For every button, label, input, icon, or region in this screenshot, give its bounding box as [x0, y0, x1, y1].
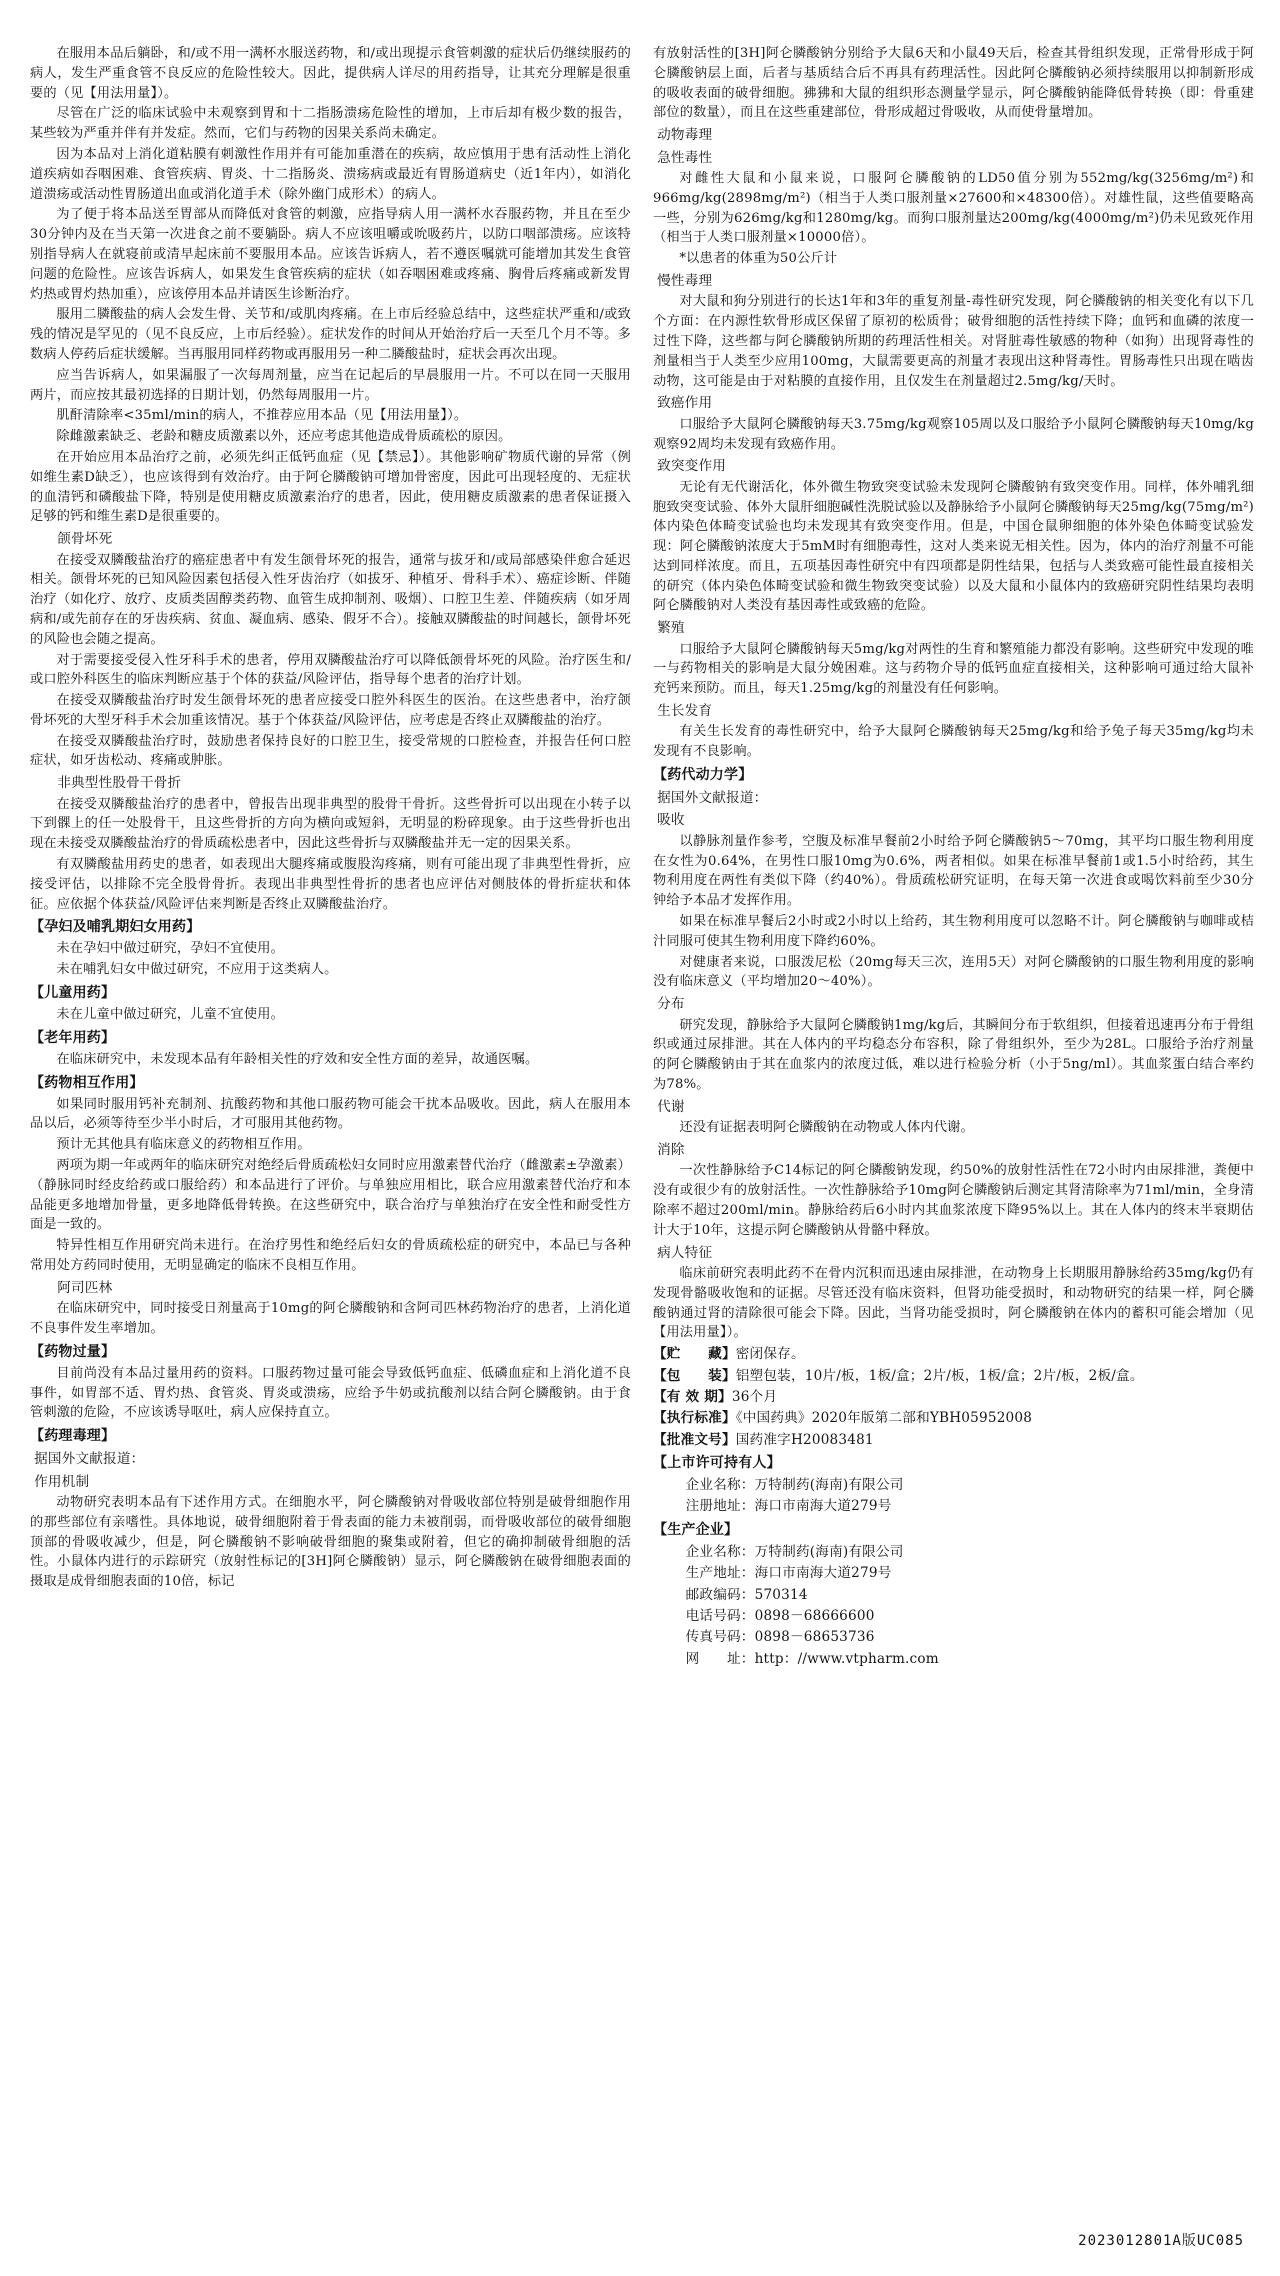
paragraph: 应当告诉病人，如果漏服了一次每周剂量，应当在记起后的早晨服用一片。不可以在同一天服用两片，而应按其最初选择的日期计划，仍然每周服用一片。: [30, 367, 631, 403]
heading-pharmacokinetics: 【药代动力学】: [653, 767, 753, 784]
field-label: 【批准文号】: [653, 1431, 736, 1448]
subheading-development: 生长发育: [657, 703, 713, 720]
paragraph: 在接受双膦酸盐治疗时，鼓励患者保持良好的口腔卫生，接受常规的口腔检查，并报告任何口腔症状，如牙齿松动、疼痛或肿胀。: [30, 733, 631, 769]
right-column: [653, 44, 1254, 2244]
field-label: 电话号码：: [685, 1608, 755, 1625]
subheading-metabolism: 代谢: [657, 1098, 685, 1115]
field-label: 传真号码：: [685, 1629, 755, 1646]
field-standard: [653, 1408, 1254, 1428]
heading-overdose: 【药物过量】: [30, 1343, 116, 1360]
paragraph: 预计无其他具有临床意义的药物相互作用。: [56, 1137, 311, 1153]
paragraph: 无论有无代谢活化，体外微生物致突变试验未发现阿仑膦酸钠有致突变作用。同样，体外哺乳细胞致突变试验、体外大鼠肝细胞碱性洗脱试验以及静脉给予小鼠阿仑膦酸钠每天25mg/kg(75mg/m²)体内染色体畸变试验也均未发现其有致突变作用。但是，中国仓鼠卵细胞的体外染色体畸变试验发现：阿仑膦酸钠浓度大于5mM时有细胞毒性，这对人类来说无相关性。因为，体内的治疗剂量不可能达到同样浓度。而且，五项基因毒性研究中有四项都是阴性结果，包括与人类致癌可能性最直接相关的研究（体内染色体畸变试验和微生物致突变试验）以及大鼠和小鼠体内的致癌研究阴性结果均表明阿仑膦酸钠对人类没有基因毒性或致癌的危险。: [653, 479, 1254, 614]
subheading-animal-toxicology: 动物毒理: [657, 127, 713, 144]
left-column: [30, 44, 631, 2244]
field-storage: [653, 1344, 1254, 1364]
holder-address: [686, 1496, 1254, 1516]
heading-pharmacology: 【药理毒理】: [30, 1428, 116, 1445]
subheading-aspirin: 阿司匹林: [57, 1279, 113, 1296]
paragraph: 在服用本品后躺卧，和/或不用一满杯水服送药物，和/或出现提示食管刺激的症状后仍继续服药的病人，发生严重食管不良反应的危险性较大。因此，提供病人详尽的用药指导，让其充分理解是很重要的（见【用法用量】）。: [30, 46, 631, 101]
field-expiry: [653, 1387, 1254, 1407]
maker-name: [686, 1542, 1254, 1562]
footnote: *以患者的体重为50公斤计: [679, 251, 838, 267]
subheading-absorption: 吸收: [657, 812, 685, 829]
paragraph: 服用二膦酸盐的病人会发生骨、关节和/或肌肉疼痛。在上市后经验总结中，这些症状严重和/或致残的情况是罕见的（见不良反应，上市后经验）。症状发作的时间从开始治疗后一天至几个月不等。多数病人停药后症状缓解。当再服用同样药物或再服用另一种二膦酸盐时，症状会再次出现。: [30, 307, 631, 362]
subheading-mutagenicity: 致突变作用: [657, 458, 727, 475]
paragraph: 一次性静脉给予C14标记的阿仑膦酸钠发现，约50%的放射性活性在72小时内由尿排泄，粪便中没有或很少有的放射活性。一次性静脉给予10mg阿仑膦酸钠后测定其肾清除率为71ml/min，全身清除率不超过200ml/min。静脉给药后6小时内其血浆浓度下降95%以上。其在人体内的终末半衰期估计大于10年，这提示阿仑膦酸钠从骨骼中释放。: [653, 1163, 1254, 1238]
field-package: [653, 1366, 1254, 1386]
maker-postcode: [686, 1585, 1254, 1605]
paragraph: 口服给予大鼠阿仑膦酸钠每天3.75mg/kg观察105周以及口服给予小鼠阿仑膦酸钠每天10mg/kg观察92周均未发现有致癌作用。: [653, 416, 1254, 452]
field-value: 《中国药典》2020年版第二部和YBH05952008: [735, 1410, 1033, 1427]
field-value: 万特制药(海南)有限公司: [754, 1543, 904, 1560]
field-value: 铝塑包装，10片/板，1板/盒；2片/板，1板/盒；2片/板，2板/盒。: [735, 1367, 1144, 1384]
field-value: 0898－68653736: [754, 1629, 875, 1646]
field-label: 网 址：: [685, 1650, 755, 1667]
paragraph: 动物研究表明本品有下述作用方式。在细胞水平，阿仑膦酸钠对骨吸收部位特别是破骨细胞作用的那些部位有亲嗜性。具体地说，破骨细胞附着于骨表面的能力未被削弱，而骨吸收部位的破骨细胞顶部的骨吸收减少，但是，阿仑膦酸钠不影响破骨细胞的聚集或附着，但它的确抑制破骨细胞的活性。小鼠体内进行的示踪研究（放射性标记的[3H]阿仑膦酸钠）显示，阿仑膦酸钠在破骨细胞表面的摄取是成骨细胞表面的10倍，标记: [30, 1494, 631, 1590]
paragraph: 如果在标准早餐后2小时或2小时以上给药，其生物利用度可以忽略不计。阿仑膦酸钠与咖啡或桔汁同服可使其生物利用度下降约60%。: [653, 914, 1254, 949]
version-code: 2023012801A版UC085: [1078, 2233, 1244, 2249]
paragraph: 目前尚没有本品过量用药的资料。口服药物过量可能会导致低钙血症、低磷血症和上消化道不良事件，如胃部不适、胃灼热、食管炎、胃炎或溃疡，应给予牛奶或抗酸剂以结合阿仑膦酸钠。由于食管刺激的危险，不应该诱导呕吐，病人应保持直立。: [30, 1365, 631, 1421]
field-label: 生产地址：: [685, 1565, 755, 1582]
field-value: 国药准字H20083481: [735, 1431, 874, 1448]
paragraph: 口服给予大鼠阿仑膦酸钠每天5mg/kg对两性的生育和繁殖能力都没有影响。这些研究中发现的唯一与药物相关的影响是大鼠分娩困难。这与药物介导的低钙血症直接相关，这种影响可通过给大鼠补充钙来预防。而且，每天1.25mg/kg的剂量没有任何影响。: [653, 641, 1254, 697]
paragraph: 对于需要接受侵入性牙科手术的患者，停用双膦酸盐治疗可以降低颌骨坏死的风险。治疗医生和/或口腔外科医生的临床判断应基于个体的获益/风险评估，指导每个患者的治疗计划。: [30, 652, 631, 688]
holder-name: [686, 1475, 1254, 1495]
paragraph: 肌酐清除率<35ml/min的病人，不推荐应用本品（见【用法用量】）。: [56, 408, 468, 424]
field-approval: [653, 1430, 1254, 1450]
paragraph: 在开始应用本品治疗之前，必须先纠正低钙血症（见【禁忌】）。其他影响矿物质代谢的异常（例如维生素D缺乏），也应该得到有效治疗。由于阿仑膦酸钠可增加骨密度，因此可出现轻度的、无症状的血清钙和磷酸盐下降，特别是使用糖皮质激素治疗的患者，因此，使用糖皮质激素的患者保证摄入足够的钙和维生素D是很重要的。: [30, 449, 631, 525]
paragraph: 对雌性大鼠和小鼠来说，口服阿仑膦酸钠的LD50值分别为552mg/kg(3256mg/m²)和966mg/kg(2898mg/m²)（相当于人类口服剂量×27600和×48300倍）。对雄性鼠，这些值要略高一些，分别为626mg/kg和1280mg/kg。而狗口服剂量达200mg/kg(4000mg/m²)仍未见致死作用（相当于人类口服剂量×10000倍）。: [653, 170, 1254, 246]
paragraph: 为了便于将本品送至胃部从而降低对食管的刺激，应指导病人用一满杯水吞服药物，并且在至少30分钟内及在当天第一次进食之前不要躺卧。病人不应该咀嚼或吮吸药片，以防口咽部溃疡。应该特别指导病人在就寝前或清早起床前不要服用本品。应该告诉病人，若不遵医嘱就可能增加其发生食管问题的危险性。应该告诉病人，如果发生食管疾病的症状（如吞咽困难或疼痛、胸骨后疼痛或新发胃灼热或胃灼热加重），应该停用本品并请医生诊断治疗。: [30, 207, 631, 302]
paragraph: 对健康者来说，口服泼尼松（20mg每天三次，连用5天）对阿仑膦酸钠的口服生物利用度的影响没有临床意义（平均增加20～40%）。: [653, 954, 1254, 990]
paragraph: 在临床研究中，未发现本品有年龄相关性的疗效和安全性方面的差异，故通医嘱。: [56, 1051, 539, 1067]
field-value: 密闭保存。: [735, 1346, 805, 1363]
paragraph: 有关生长发育的毒性研究中，给予大鼠阿仑膦酸钠每天25mg/kg和给予兔子每天35mg/kg均未发现有不良影响。: [653, 724, 1254, 760]
field-label: 【包 装】: [653, 1367, 736, 1384]
subheading-mechanism: 作用机制: [34, 1473, 90, 1490]
field-value: 36个月: [731, 1388, 778, 1405]
paragraph: 对大鼠和狗分别进行的长达1年和3年的重复剂量-毒性研究发现，阿仑膦酸钠的相关变化有以下几个方面：在内源性软骨形成区保留了原初的松质骨；破骨细胞的活性持续下降；血钙和血磷的浓度一过性下降，这些都与阿仑膦酸钠所期的药理活性相关。对肾脏毒性敏感的物种（如狗）出现肾毒性的剂量相当于人类至少应用100mg，大鼠需要更高的剂量才表现出这种肾毒性。胃肠毒性只出现在啮齿动物，这可能是由于对粘膜的直接作用，且仅发生在剂量超过2.5mg/kg/天时。: [653, 294, 1254, 389]
heading-manufacturer: 【生产企业】: [653, 1521, 739, 1538]
heading-pediatric: 【儿童用药】: [30, 985, 116, 1002]
heading-license-holder: 【上市许可持有人】: [653, 1455, 781, 1472]
field-label: 注册地址：: [685, 1498, 755, 1515]
heading-interactions: 【药物相互作用】: [30, 1074, 144, 1091]
subheading-carcinogenicity: 致癌作用: [657, 395, 713, 412]
paragraph: 在临床研究中，同时接受日剂量高于10mg的阿仑膦酸钠和含阿司匹林药物治疗的患者，上消化道不良事件发生率增加。: [30, 1301, 631, 1336]
paragraph: 两项为期一年或两年的临床研究对绝经后骨质疏松妇女同时应用激素替代治疗（雌激素±孕激素）（静脉同时经皮给药或口服给药）和本品进行了评价。与单独应用相比，联合应用激素替代治疗和本品能更多地增加骨量，更多地降低骨转换。在这些研究中，联合治疗与单独治疗在安全性和耐受性方面是一致的。: [30, 1158, 631, 1233]
field-value: 海口市南海大道279号: [754, 1498, 892, 1515]
source-note: 据国外文献报道：: [657, 790, 768, 807]
field-label: 【执行标准】: [653, 1410, 736, 1427]
subheading-reproduction: 繁殖: [657, 620, 685, 637]
field-label: 【有 效 期】: [653, 1388, 732, 1405]
subheading-distribution: 分布: [657, 996, 685, 1013]
paragraph: 尽管在广泛的临床试验中未观察到胃和十二指肠溃疡危险性的增加，上市后却有极少数的报告，某些较为严重并伴有并发症。然而，它们与药物的因果关系尚未确定。: [30, 106, 631, 142]
heading-geriatric: 【老年用药】: [30, 1029, 116, 1046]
field-label: 邮政编码：: [685, 1586, 755, 1603]
paragraph: 还没有证据表明阿仑膦酸钠在动物或人体内代谢。: [679, 1120, 974, 1136]
subheading-chronic-toxicity: 慢性毒理: [657, 272, 713, 289]
paragraph: 未在哺乳妇女中做过研究，不应用于这类病人。: [56, 962, 338, 978]
subheading-acute-toxicity: 急性毒性: [657, 149, 713, 166]
heading-pregnancy: 【孕妇及哺乳期妇女用药】: [30, 919, 201, 936]
subheading-elimination: 消除: [657, 1141, 685, 1158]
field-value: 万特制药(海南)有限公司: [754, 1477, 904, 1494]
paragraph: 以静脉剂量作参考，空腹及标准早餐前2小时给予阿仑膦酸钠5～70mg，其平均口服生物利用度在女性为0.64%，在男性口服10mg为0.6%，两者相似。如果在标准早餐前1或1.5小时给药，其生物利用度在两性有类似下降（约40%）。骨质疏松研究证明，在每天第一次进食或喝饮料前至少30分钟给予本品才发挥作用。: [653, 833, 1254, 909]
paragraph: 有放射活性的[3H]阿仑膦酸钠分别给予大鼠6天和小鼠49天后，检查其骨组织发现，正常骨形成于阿仑膦酸钠层上面，后者与基质结合后不再具有药理活性。因此阿仑膦酸钠必须持续服用以抑制新形成的吸收表面的破骨细胞。狒狒和大鼠的组织形态测量学显示，阿仑膦酸钠能降低骨转换（即：骨重建部位的数量），而且在这些重建部位，骨形成超过骨吸收，从而使骨量增加。: [653, 46, 1254, 121]
field-value: 海口市南海大道279号: [754, 1565, 892, 1582]
paragraph: 在接受双膦酸盐治疗的患者中，曾报告出现非典型的股骨干骨折。这些骨折可以出现在小转子以下到髁上的任一处股骨干，且这些骨折的方向为横向或短斜，无明显的粉碎现象。由于这些骨折也出现在未接受双膦酸盐治疗的骨质疏松患者中，因此这些骨折与双膦酸盐并无一定的因果关系。: [30, 796, 631, 852]
field-label: 企业名称：: [685, 1543, 755, 1560]
paragraph: 如果同时服用钙补充制剂、抗酸药物和其他口服药物可能会干扰本品吸收。因此，病人在服用本品以后，必须等待至少半小时后，才可服用其他药物。: [30, 1096, 631, 1132]
paragraph: 未在儿童中做过研究，儿童不宜使用。: [56, 1007, 284, 1023]
maker-fax: [686, 1627, 1254, 1647]
paragraph: 研究发现，静脉给予大鼠阿仑膦酸钠1mg/kg后，其瞬间分布于软组织，但接着迅速再分布于骨组织或通过尿排泄。其在人体内的平均稳态分布容积，除了骨组织外，至少为28L。口服给予治疗剂量的阿仑膦酸钠由于其在血浆内的浓度过低，难以进行检验分析（小于5ng/ml）。其血浆蛋白结合率约为78%。: [653, 1017, 1254, 1092]
field-label: 企业名称：: [685, 1477, 755, 1494]
paragraph: 在接受双膦酸盐治疗的癌症患者中有发生颌骨坏死的报告，通常与拔牙和/或局部感染伴愈合延迟相关。颌骨坏死的已知风险因素包括侵入性牙齿治疗（如拔牙、种植牙、骨科手术）、癌症诊断、伴随治疗（如化疗、放疗、皮质类固醇类药物、血管生成抑制剂、吸烟）、口腔卫生差、伴随疾病（如牙周病和/或先前存在的牙齿疾病、贫血、凝血病、感染、假牙不合）。接触双膦酸盐的时间越长，颌骨坏死的风险也会随之提高。: [30, 552, 631, 647]
paragraph: 除雌激素缺乏、老龄和糖皮质激素以外，还应考虑其他造成骨质疏松的原因。: [56, 429, 512, 445]
field-value: http：//www.vtpharm.com: [754, 1650, 939, 1667]
paragraph: 临床前研究表明此药不在骨内沉积而迅速由尿排泄，在动物身上长期服用静脉给药35mg/kg仍有发现骨骼吸收饱和的证据。尽管还没有临床资料，但肾功能受损时，和动物研究的结果一样，阿仑膦酸钠通过肾的清除很可能会下降。因此，当肾功能受损时，阿仑膦酸钠在体内的蓄积可能会增加（见【用法用量】）。: [653, 1265, 1254, 1341]
subheading-special-populations: 病人特征: [657, 1244, 713, 1261]
paragraph: 未在孕妇中做过研究，孕妇不宜使用。: [56, 941, 284, 957]
source-note: 据国外文献报道：: [34, 1451, 145, 1468]
subheading-jaw-necrosis: 颌骨坏死: [57, 531, 113, 548]
subheading-atypical-fracture: 非典型性股骨干骨折: [57, 775, 182, 792]
paragraph: 因为本品对上消化道粘膜有刺激性作用并有可能加重潜在的疾病，故应慎用于患有活动性上消化道疾病如吞咽困难、食管疾病、胃炎、十二指肠炎、溃疡病或最近有胃肠道病史（近1年内），如消化道溃疡或活动性胃肠道出血或消化道手术（除外幽门成形术）的病人。: [30, 146, 631, 202]
field-value: 0898－68666600: [754, 1608, 875, 1625]
maker-website: [686, 1649, 1254, 1669]
maker-address: [686, 1563, 1254, 1583]
paragraph: 在接受双膦酸盐治疗时发生颌骨坏死的患者应接受口腔外科医生的医治。在这些患者中，治疗颌骨坏死的大型牙科手术会加重该情况。基于个体获益/风险评估，应考虑是否终止双膦酸盐的治疗。: [30, 693, 631, 728]
field-label: 【贮 藏】: [653, 1346, 736, 1363]
maker-phone: [686, 1606, 1254, 1626]
paragraph: 特异性相互作用研究尚未进行。在治疗男性和绝经后妇女的骨质疏松症的研究中，本品已与各种常用处方药同时使用，无明显确定的临床不良相互作用。: [30, 1238, 631, 1274]
paragraph: 有双膦酸盐用药史的患者，如表现出大腿疼痛或腹股沟疼痛，则有可能出现了非典型性骨折，应接受评估，以排除不完全股骨骨折。表现出非典型性骨折的患者也应评估对侧肢体的骨折症状和体征。应依据个体获益/风险评估来判断是否终止双膦酸盐治疗。: [30, 857, 631, 912]
field-value: 570314: [754, 1586, 808, 1603]
